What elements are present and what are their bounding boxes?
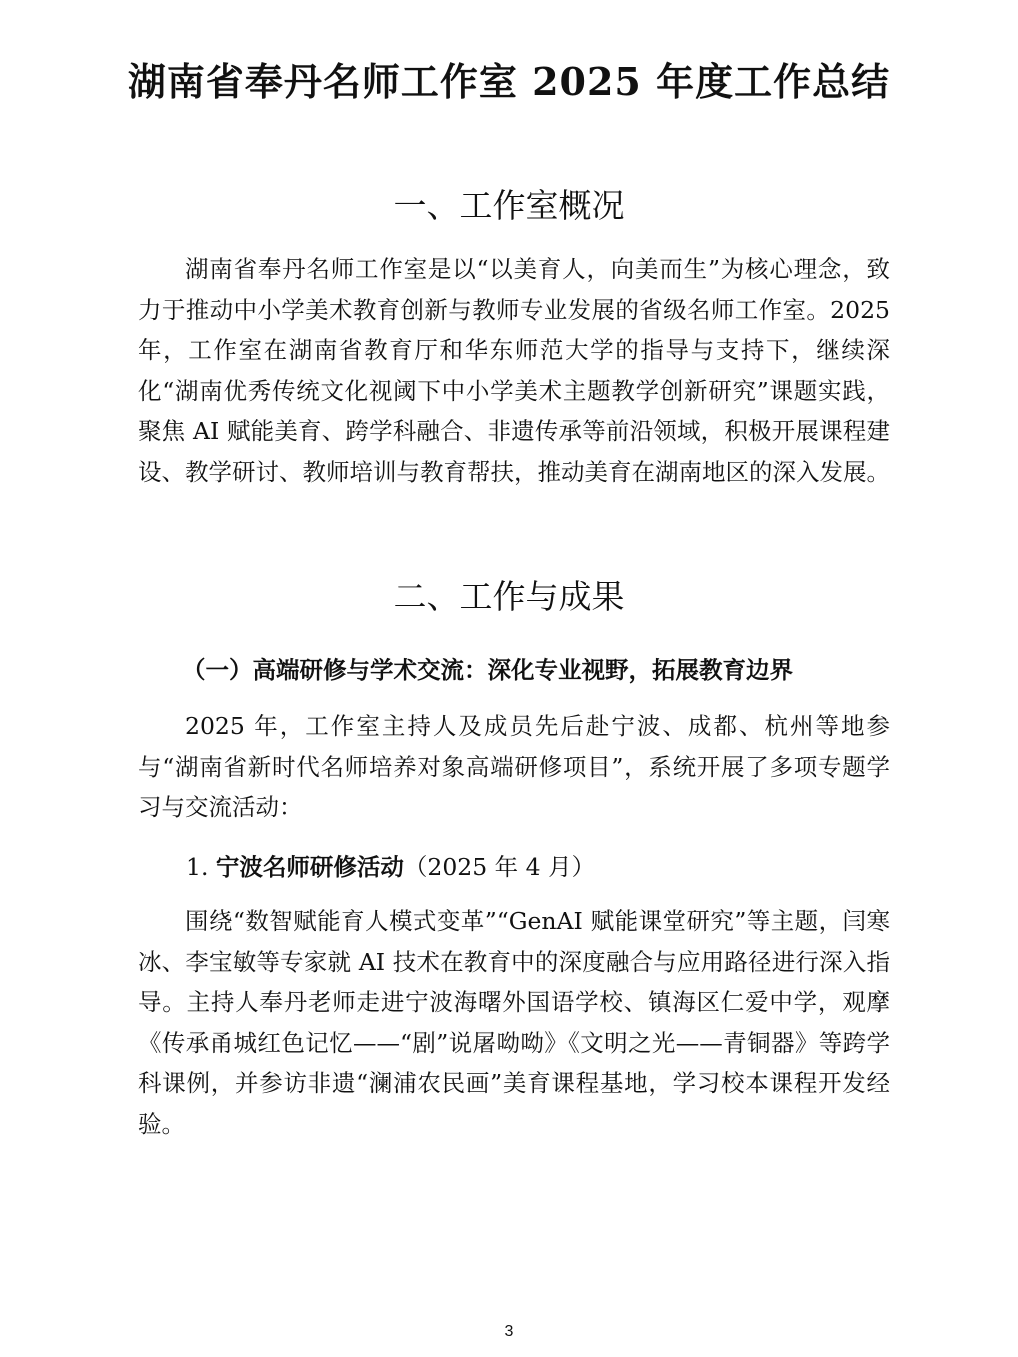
list-item-number: 1. (186, 853, 209, 881)
document-title: 湖南省奉丹名师工作室 2025 年度工作总结 (127, 59, 891, 104)
list-item-date: （2025 年 4 月） (403, 853, 596, 881)
ningbo-activity-paragraph: 围绕“数智赋能育人模式变革”“GenAI 赋能课堂研究”等主题，闫寒冰、李宝敏等专家就 AI 技术在教育中的深度融合与应用路径进行深入指导。主持人奉丹老师走进宁波海曙外国语学校、镇海区仁爱中学，观摩《传承甬城红色记忆——“剧”说屠呦呦》《文明之光——青铜器》等跨学科课例，并参访非遗“澜浦农民画”美育课程基地，学习校本课程开发经验。 (138, 907, 890, 1138)
page-number: 3 (504, 1323, 514, 1340)
section-heading-work-results: 二、工作与成果 (393, 577, 625, 616)
list-item-title: 宁波名师研修活动 (215, 853, 404, 881)
subsection-heading-research-exchange: （一）高端研修与学术交流：深化专业视野，拓展教育边界 (182, 656, 793, 684)
overview-paragraph: 湖南省奉丹名师工作室是以“以美育人，向美而生”为核心理念，致力于推动中小学美术教育创新与教师专业发展的省级名师工作室。2025 年，工作室在湖南省教育厅和华东师范大学的指导与支持下，继续深化“湖南优秀传统文化视阈下中小学美术主题教学创新研究”课题实践，聚焦 AI 赋能美育、跨学科融合、非遗传承等前沿领域，积极开展课程建设、教学研讨、教师培训与教育帮扶，推动美育在湖南地区的深入发展。 (138, 255, 890, 486)
research-intro-paragraph: 2025 年，工作室主持人及成员先后赴宁波、成都、杭州等地参与“湖南省新时代名师培养对象高端研修项目”，系统开展了多项专题学习与交流活动： (138, 712, 890, 821)
section-heading-overview: 一、工作室概况 (393, 186, 625, 225)
list-item-heading (186, 847, 886, 887)
